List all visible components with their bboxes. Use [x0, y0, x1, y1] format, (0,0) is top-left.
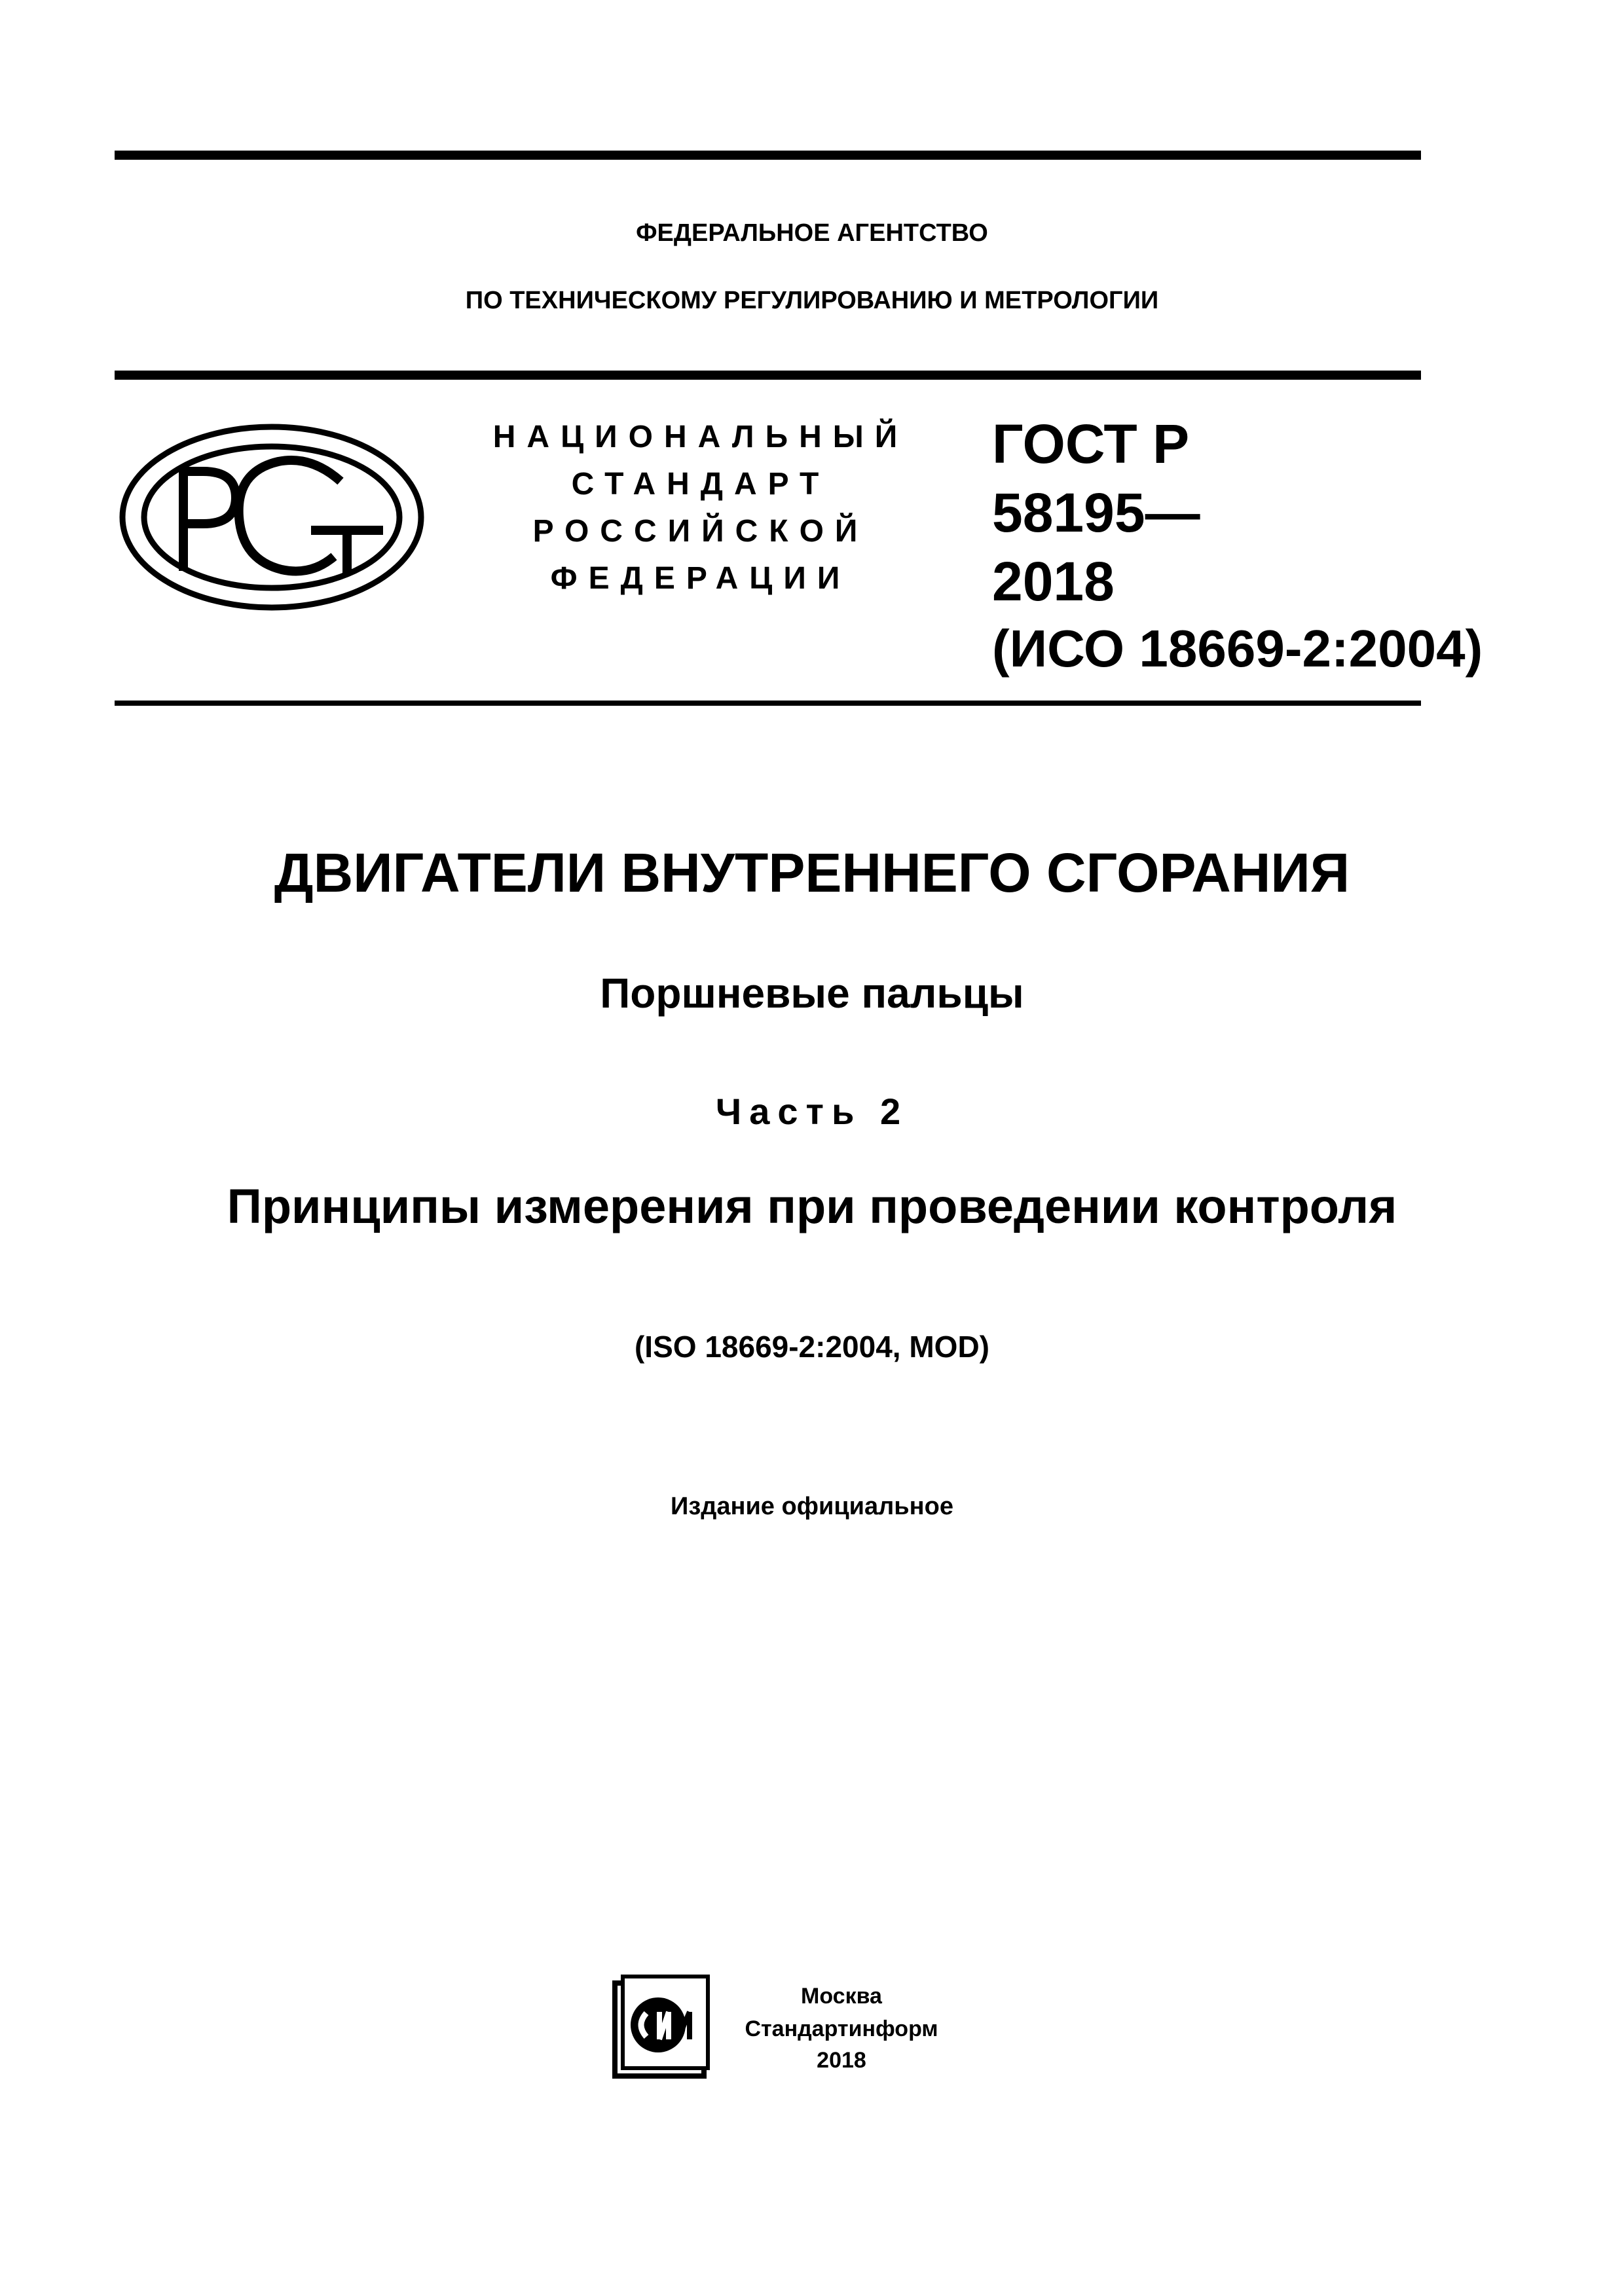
top-rule — [115, 151, 1421, 160]
designation-divider — [115, 701, 1421, 706]
document-subtitle: Поршневые пальцы — [600, 970, 1024, 1017]
document-title: ДВИГАТЕЛИ ВНУТРЕННЕГО СГОРАНИЯ — [274, 842, 1350, 903]
part-number: Часть 2 — [715, 1091, 909, 1132]
part-title: Принципы измерения при проведении контроля — [227, 1179, 1397, 1233]
publisher-city: Москва — [801, 1984, 882, 2009]
standard-type-line2: СТАНДАРТ — [571, 467, 830, 501]
standard-type-line1: НАЦИОНАЛЬНЫЙ — [492, 420, 909, 454]
edition-note: Издание официальное — [671, 1493, 953, 1520]
publisher-year: 2018 — [817, 2048, 866, 2073]
gost-designation-line2: 58195— — [992, 482, 1200, 543]
iso-reference: (ISO 18669-2:2004, MOD) — [634, 1330, 989, 1364]
header-divider — [115, 371, 1421, 380]
standard-type-line3: РОССИЙСКОЙ — [532, 514, 869, 549]
publisher-name: Стандартинформ — [745, 2016, 938, 2041]
agency-name-line1: ФЕДЕРАЛЬНОЕ АГЕНТСТВО — [636, 219, 988, 247]
iso-equivalent: (ИСО 18669-2:2004) — [992, 619, 1483, 678]
standartinform-logo-icon — [612, 1974, 710, 2079]
agency-name-line2: ПО ТЕХНИЧЕСКОМУ РЕГУЛИРОВАНИЮ И МЕТРОЛОГИИ — [465, 287, 1159, 314]
standard-type-line4: ФЕДЕРАЦИИ — [550, 561, 851, 596]
rst-certification-mark-icon — [115, 419, 435, 615]
gost-designation-line1: ГОСТ Р — [992, 413, 1190, 475]
gost-designation-line3: 2018 — [992, 551, 1115, 612]
